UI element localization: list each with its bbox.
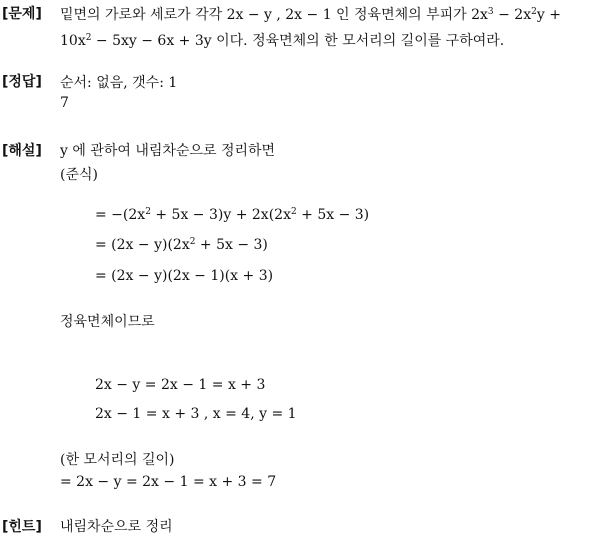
problem-line-2: $10x^2 - 5xy - 6x + 3y$ 이다. 정육면체의 한 모서리의 길이를 구하여라. [60,33,505,49]
solution-note: (준식) [60,167,98,183]
problem-label: [문제] [2,6,42,22]
cube-statement: 정육면체이므로 [60,314,155,330]
equation-3: = (2x − y)(2x − 1)(x + 3) [95,268,274,284]
answer-value: 7 [60,95,69,111]
answer-label: [정답] [2,74,42,90]
answer-line-1: 순서: 없음, 갯수: 1 [60,75,178,91]
hint-label: [힌트] [2,519,42,535]
final-result: = 2x − y = 2x − 1 = x + 3 = 7 [60,474,277,490]
equation-5: 2x − 1 = x + 3 , x = 4, y = 1 [95,406,297,422]
equation-2: = $(2x - y)(2x^2 + 5x - 3)$ [95,237,268,253]
problem-line-1: 밑면의 가로와 세로가 각각 2x − y , 2x − 1 인 정육면체의 부피가 $2x^3 - 2x^2y$ + [60,7,561,23]
hint-text: 내림차순으로 정리 [60,519,173,535]
equation-4: 2x − y = 2x − 1 = x + 3 [95,377,266,393]
solution-intro: y 에 관하여 내림차순으로 정리하면 [60,143,276,159]
edge-length-note: (한 모서리의 길이) [60,452,175,468]
equation-1: = $-(2x^2 + 5x - 3)y + 2x(2x^2 + 5x - 3)$ [95,207,370,223]
solution-label: [해설] [2,143,42,159]
